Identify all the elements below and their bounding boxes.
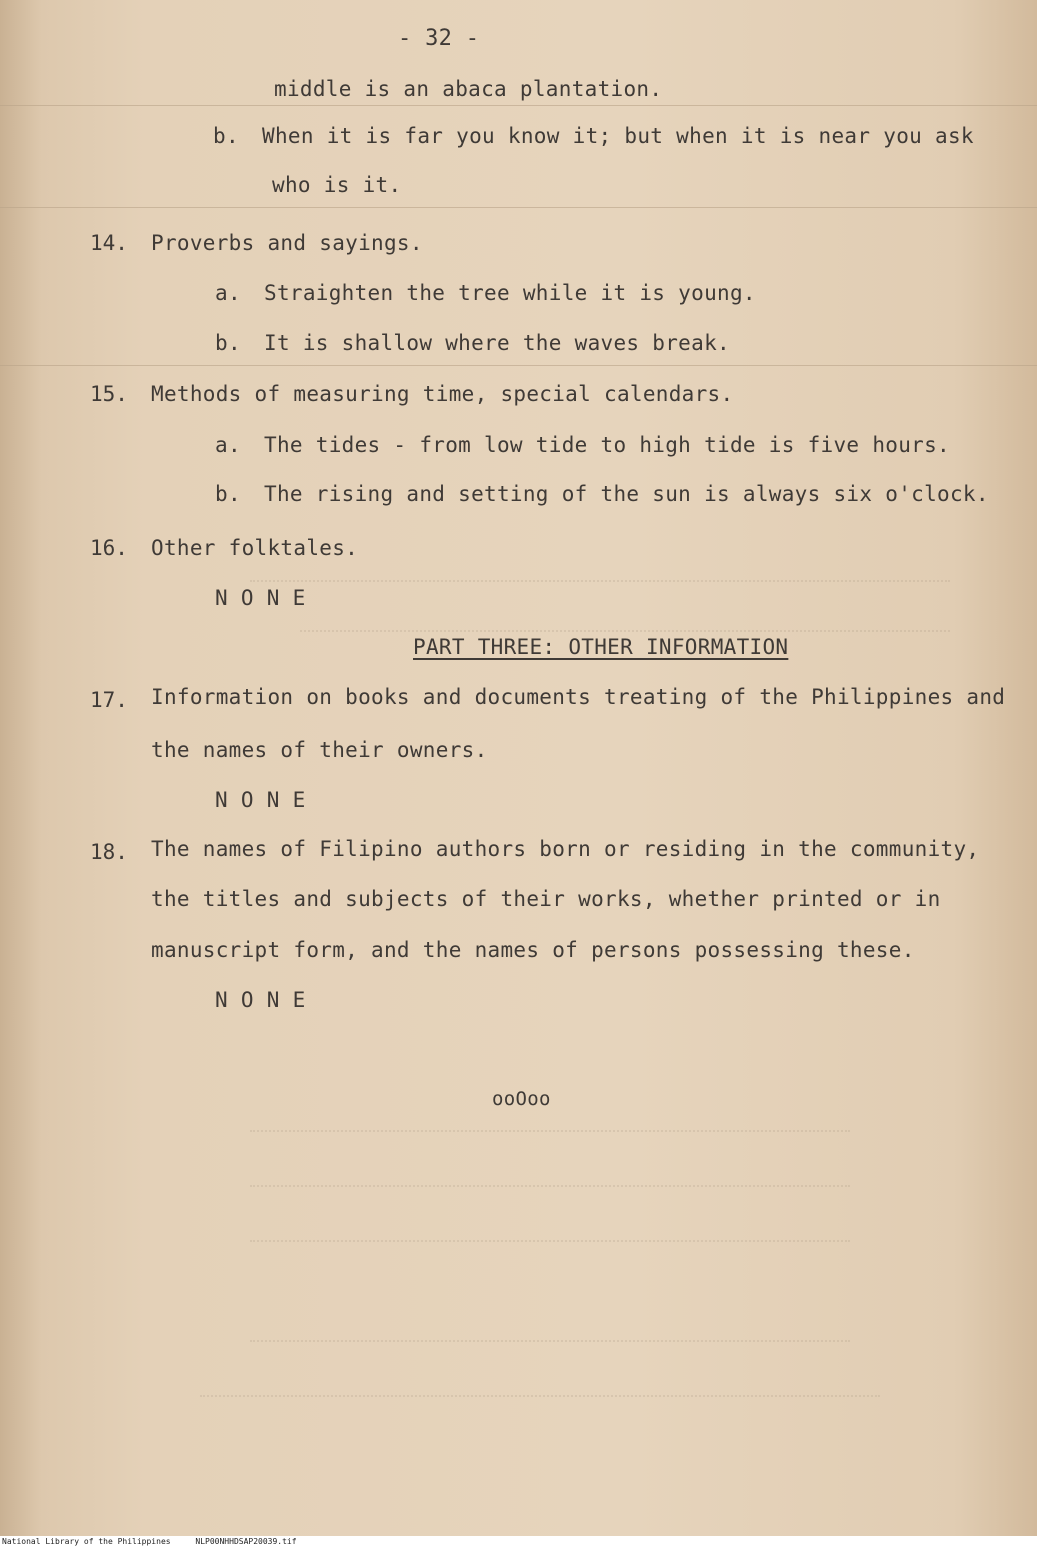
text-line: manuscript form, and the names of persons possessing these. <box>151 938 915 962</box>
paper-fold-line <box>0 207 1037 208</box>
section-heading: Methods of measuring time, special calendars. <box>151 382 734 406</box>
none-marker: N O N E <box>215 988 306 1012</box>
text-line: Straighten the tree while it is young. <box>264 281 756 305</box>
section-number: 18. <box>90 840 128 864</box>
scan-footer <box>0 1536 1037 1548</box>
item-label: b. <box>215 482 241 506</box>
bleed-through <box>250 1320 850 1342</box>
section-number: 14. <box>90 231 128 255</box>
item-label: b. <box>215 331 241 355</box>
none-marker: N O N E <box>215 586 306 610</box>
bleed-through <box>250 1165 850 1187</box>
paper-fold-line <box>0 105 1037 106</box>
page-number: - 32 - <box>398 26 480 51</box>
text-line: who is it. <box>272 173 402 197</box>
text-line: The rising and setting of the sun is always six o'clock. <box>264 482 989 506</box>
bleed-through <box>250 1220 850 1242</box>
paper-fold-line <box>0 365 1037 366</box>
bleed-through <box>300 610 950 632</box>
bleed-through <box>250 560 950 582</box>
text-line: the titles and subjects of their works, whether printed or in <box>151 887 941 911</box>
text-line: When it is far you know it; but when it is near you ask <box>262 124 974 148</box>
section-number: 16. <box>90 536 128 560</box>
text-line: the names of their owners. <box>151 738 488 762</box>
section-number: 15. <box>90 382 128 406</box>
text-line: middle is an abaca plantation. <box>274 77 663 101</box>
part-heading: PART THREE: OTHER INFORMATION <box>413 635 789 659</box>
item-label: b. <box>213 124 239 148</box>
bleed-through <box>200 1375 880 1397</box>
text-line: The tides - from low tide to high tide is five hours. <box>264 433 950 457</box>
section-heading: Other folktales. <box>151 536 359 560</box>
section-heading: Proverbs and sayings. <box>151 231 423 255</box>
section-heading: The names of Filipino authors born or residing in the community, <box>151 837 980 861</box>
item-label: a. <box>215 281 241 305</box>
item-label: a. <box>215 433 241 457</box>
section-number: 17. <box>90 688 128 712</box>
none-marker: N O N E <box>215 788 306 812</box>
footer-file: NLP00NHHDSAP20039.tif <box>195 1537 297 1546</box>
end-mark: ooOoo <box>492 1088 551 1110</box>
footer-library: National Library of the Philippines <box>2 1537 171 1546</box>
text-line: It is shallow where the waves break. <box>264 331 730 355</box>
bleed-through <box>250 1110 850 1132</box>
section-heading: Information on books and documents treating of the Philippines and <box>151 685 1006 709</box>
